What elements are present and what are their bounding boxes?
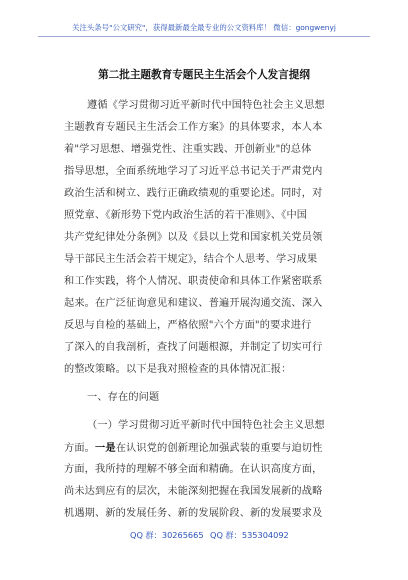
paragraph-line: 主题教育专题民主生活会工作方案》的具体要求，本人本 [64,122,323,133]
paragraph-line: 尚未达到应有的层次，未能深刻把握在我国发展新的战略 [64,486,323,497]
subsection-heading: （一）学习贯彻习近平新时代中国特色社会主义思想 [87,420,325,431]
paragraph-line: 政治生活和树立、践行正确政绩观的重要论述。同时，对 [64,188,323,199]
paragraph-line: 和工作实践，将个人情况、职责使命和具体工作紧密联系 [64,276,323,287]
paragraph-line: 机遇期、新的发展任务、新的发展阶段、新的发展要求及 [64,508,323,519]
header-notice: 关注头条号"公文研究"，获得最新最全最专业的公文资料库！ 微信：gongwenyj [72,23,336,32]
paragraph-line: 的整改策略。以下是我对照检查的具体情况汇报： [64,364,292,375]
footer [0,530,408,544]
subsection-label: 方面。 [64,443,96,454]
footer-qq-group-2: QQ 群：535304092 [210,530,289,540]
paragraph-text: 在认识党的创新理论加强武装的重要与迫切性 [115,443,323,454]
paragraph-line: 起来。在广泛征询意见和建议、普遍开展沟通交流、深入 [64,298,323,309]
paragraph-line: 共产党纪律处分条例》以及《县以上党和国家机关党员领 [64,232,323,243]
section-heading: 一、存在的问题 [87,392,160,403]
paragraph-line [64,442,322,455]
document-title: 第二批主题教育专题民主生活会个人发言提纲 [98,69,310,81]
paragraph-line: 指导思想，全面系统地学习了习近平总书记关于严肃党内 [64,166,323,177]
paragraph-line: 了深入的自我剖析，查找了问题根源，并制定了切实可行 [64,342,323,353]
paragraph-line: 遵循《学习贯彻习近平新时代中国特色社会主义思想 [87,100,325,111]
paragraph-line: 反思与自检的基础上，严格依照"六个方面"的要求进行 [64,320,312,331]
header-divider [38,36,370,37]
footer-qq-group-1: QQ 群：30265665 [130,530,204,540]
paragraph-line: 导干部民主生活会若干规定》，结合个人思考、学习成果 [64,254,318,265]
emphasis-point-one: 一是 [95,442,116,454]
paragraph-line: 方面，我所持的理解不够全面和精确。在认识高度方面， [64,464,323,475]
paragraph-line: 着"学习思想、增强党性、注重实践、开创新业"的总体 [64,144,312,155]
paragraph-line: 照党章、《新形势下党内政治生活的若干准则》、《中国 [64,210,308,221]
